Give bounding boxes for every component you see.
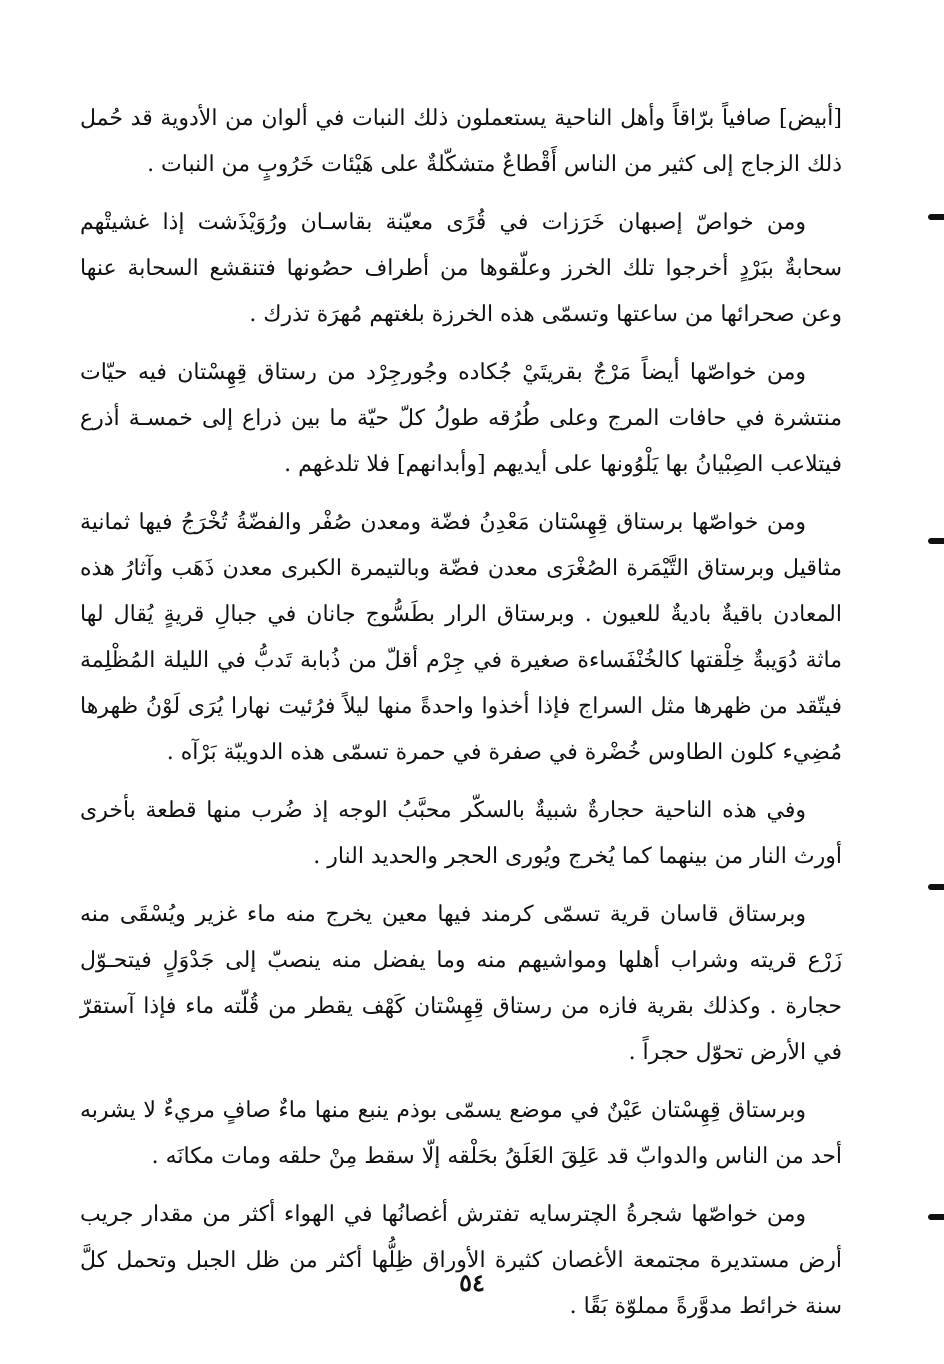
paragraph-7: وبرستاق قِهِسْتان عَيْنٌ في موضع يسمّى بوذم ينبع منها ماءٌ صافٍ مريءٌ لا يشربه أحد من الناس والدوابّ قد عَلِقَ العَلَقُ بحَلْقه إلّا سقط مِنْ حلقه ومات مكانَه .: [80, 1098, 842, 1169]
paragraph-6: وبرستاق قاسان قرية تسمّى كرمند فيها معين يخرج منه ماء غزير ويُسْقَى منه زَرْع قريته وشراب أهلها ومواشيهم منه وما يفضل منه ينصبّ إلى جَدْوَلٍ فيتحـوّل حجارة . وكذلك بقرية فازه من رستاق قِهِسْتان كَهْف يقطر من قُلّته ماء فإذا آستقرّ في الأرض تحوّل حجراً .: [80, 902, 842, 1065]
paragraph-5: وفي هذه الناحية حجارةٌ شبيةٌ بالسكّر محبَّبُ الوجه إذ ضُرب منها قطعة بأخرى أورث النار من بينهما كما يُخرج ويُورى الحجر والحديد النار .: [80, 798, 842, 869]
scan-edge-mark: [928, 884, 944, 890]
paragraph-4: ومن خواصّها برستاق قِهِسْتان مَعْدِنُ فضّة ومعدن صُفْر والفضّةُ تُخْرَجُ فيها ثمانية مثاقيل وبرستاق التَّيْمَرة الصُغْرَى معدن فضّة وبالتيمرة الكبرى معدن ذَهَب وآثارُ هذه المعادن باقيةٌ باديةٌ للعيون . وبرستاق الرار بطَسُّوج جانان في جبالِ قريةٍ يُقال لها ماثة دُوَيبةٌ خِلْقتها كالخُنْفَساءة صغيرة في جِرْم أقلّ من ذُبابة تَدبُّ في الليلة المُظْلِمة فيتّقد من ظهرها مثل السراج فإذا أخذوا واحدةً منها ليلاً فرُئيت نهارا يُرَى لَوْنُ ظهرها مُضِيء كلون الطاوس خُضْرة في صفرة في حمرة تسمّى هذه الدويبّة بَرْآه .: [80, 510, 842, 765]
scan-edge-mark: [928, 538, 944, 544]
paragraph-8: ومن خواصّها شجرةُ الچترسايه تفترش أغصانُها في الهواء أكثر من مقدار جريب أرض مستديرة مجتمعة الأغصان كثيرة الأوراق ظِلُّها أكثر من ظل الجبل وتحمل كلَّ سنة خرائط مدوَّرةً مملوّة بَقًا .: [80, 1202, 842, 1319]
paragraph-1: [أبيض] صافياً برّاقاً وأهل الناحية يستعملون ذلك النبات في ألوان من الأدوية قد حُمل ذلك الزجاج إلى كثير من الناس أَقْطاعٌ متشكّلةٌ على هَيْئات خَرُوبٍ من النبات .: [80, 106, 842, 177]
paragraph-2: ومن خواصّ إصبهان خَرَزات في قُرًى معيّنة بقاسـان ورُوَيْذَشت إذا غشيتْهم سحابةٌ ببَرْدٍ أخرجوا تلك الخرز وعلّقوها من أطراف حصُونها فتنقشع السحابة عنها وعن صحرائها من ساعتها وتسمّى هذه الخرزة بلغتهم مُهرَة تذرك .: [80, 210, 842, 327]
scan-edge-mark: [928, 214, 944, 220]
paragraph-3: ومن خواصّها أيضاً مَرْجٌ بقريتَيْ جُكاده وجُورجِرْد من رستاق قِهِسْتان فيه حيّات منتشرة في حافات المرج وعلى طُرُقه طولُ كلّ حيّة ما بين ذراع إلى خمسـة أذرع فيتلاعب الصِبْيانُ بها يَلْوُونها على أيديهم [وأبدانهم] فلا تلدغهم .: [80, 360, 842, 477]
scan-edge-mark: [928, 1214, 944, 1220]
page-number: ٥٤: [459, 1268, 485, 1297]
